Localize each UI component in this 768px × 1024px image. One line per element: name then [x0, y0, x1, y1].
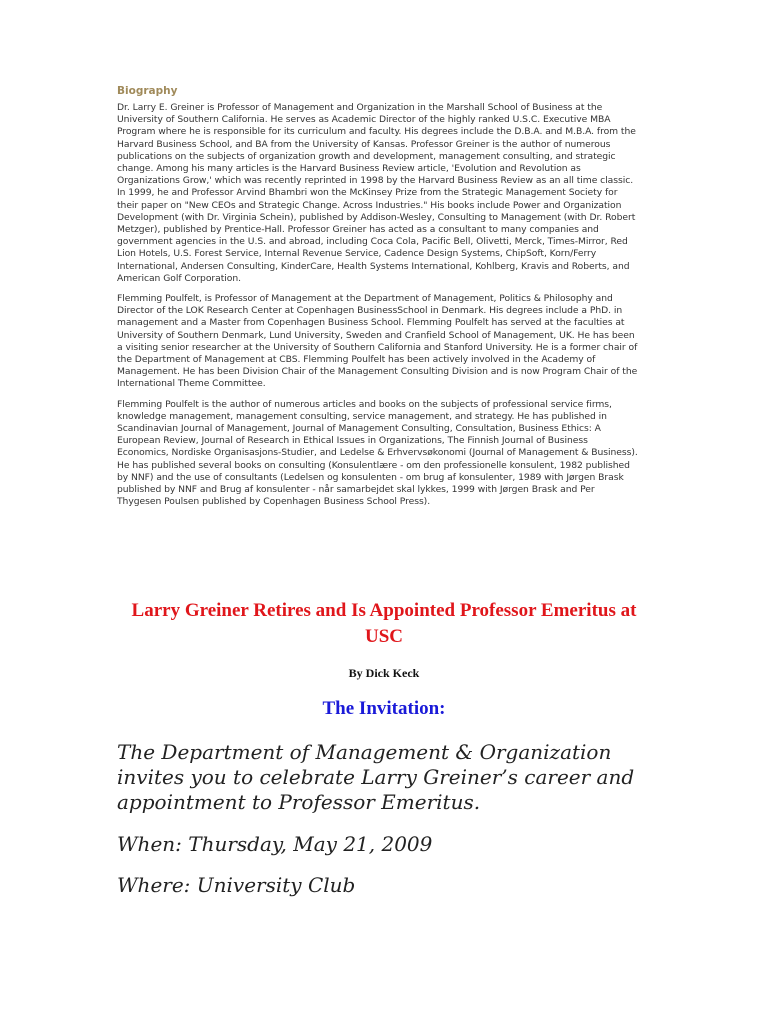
article-byline: By Dick Keck: [348, 666, 420, 680]
article-title: Larry Greiner Retires and Is Appointed Professor Emeritus at USC: [131, 600, 637, 647]
biography-paragraph-greiner: Dr. Larry E. Greiner is Professor of Management and Organization in the Marshall School of Business at the University of Southern California. He serves as Academic Director of the highly ranked U.S.C. Executive MBA Program where he is responsible for its curriculum and faculty. His degrees include the D.B.A. and M.B.A. from the Harvard Business School, and BA from the University of Kansas. Professor Greiner is the author of numerous publications on the subjects of organization growth and development, management consulting, and strategic change. Among his many articles is the Harvard Business Review article, 'Evolution and Revolution as Organizations Grow,' which was recently reprinted in 1998 by the Harvard Business Review as an all time classic. In 1999, he and Professor Arvind Bhambri won the McKinsey Prize from the Strategic Management Society for their paper on "New CEOs and Strategic Change. Across Industries." His books include Power and Organization Development (with Dr. Virginia Schein), published by Addison-Wesley, Consulting to Management (with Dr. Robert Metzger), published by Prentice-Hall. Professor Greiner has acted as a consultant to many companies and government agencies in the U.S. and abroad, including Coca Cola, Pacific Bell, Olivetti, Merck, Times-Mirror, Red Lion Hotels, U.S. Forest Service, Internal Revenue Service, Cadence Design Systems, ChipSoft, Korn/Ferry International, Andersen Consulting, KinderCare, Health Systems International, Kohlberg, Kravis and Roberts, and American Golf Corporation.: [117, 102, 636, 284]
biography-paragraph-poulfelt: Flemming Poulfelt, is Professor of Management at the Department of Management, Politics & Philosophy and Director of the LOK Research Center at Copenhagen BusinessSchool in Denmark. His degrees include a PhD. in management and a Master from Copenhagen Business School. Flemming Poulfelt has served at the faculties at University of Southern Denmark, Lund University, Sweden and Cranfield School of Management, UK. He has been a visiting senior researcher at the University of Southern California and Stanford University. He is a former chair of the Department of Management at CBS. Flemming Poulfelt has been actively involved in the Academy of Management. He has been Division Chair of the Management Consulting Division and is now Program Chair of the International Theme Committee.: [117, 293, 638, 390]
event-date: When: Thursday, May 21, 2009: [117, 832, 433, 856]
invitation-heading: The Invitation:: [322, 698, 446, 719]
biography-heading: Biography: [117, 85, 178, 97]
biography-paragraph-poulfelt-publications: Flemming Poulfelt is the author of numerous articles and books on the subjects of professional service firms, knowledge management, management consulting, service management, and strategy. He has published in Scandinavian Journal of Management, Journal of Management Consulting, Consultation, Business Ethics: A European Review, Journal of Research in Ethical Issues in Organizations, The Finnish Journal of Business Economics, Nordiske Organisasjons-Studier, and Ledelse & Erhvervsøkonomi (Journal of Management & Business). He has published several books on consulting (Konsulentlære - om den professionelle konsulent, 1982 published by NNF) and the use of consultants (Ledelsen og konsulenten - om brug af konsulenter, 1989 with Jørgen Brask published by NNF and Brug af konsulenter - når samarbejdet skal lykkes, 1999 with Jørgen Brask and Per Thygesen Poulsen published by Copenhagen Business School Press).: [117, 398, 638, 508]
invitation-text: The Department of Management & Organization invites you to celebrate Larry Greiner’s career and appointment to Professor Emeritus.: [117, 740, 635, 814]
biography-section: [117, 84, 639, 517]
event-location: Where: University Club: [117, 873, 356, 897]
